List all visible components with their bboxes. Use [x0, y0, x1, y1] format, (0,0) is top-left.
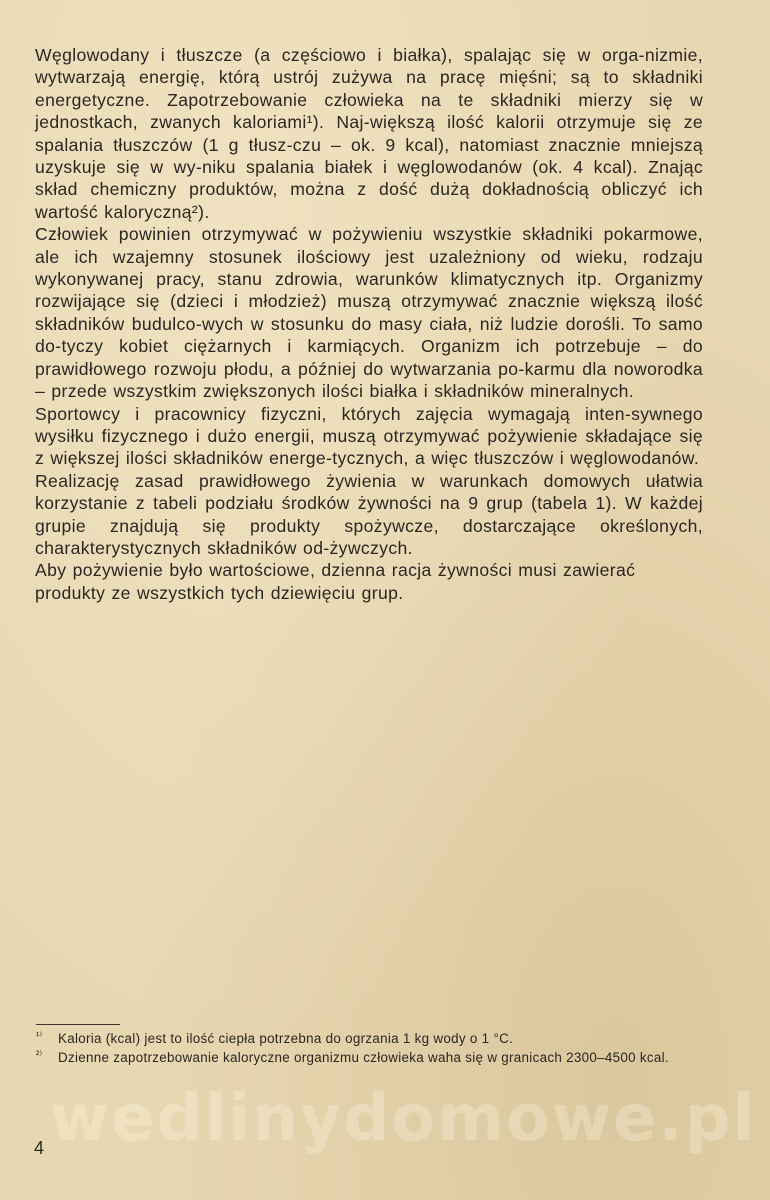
- footnote-mark: ²⁾: [36, 1049, 43, 1061]
- footnote-mark: ¹⁾: [36, 1031, 43, 1042]
- paragraph-energy-nutrients: Węglowodany i tłuszcze (a częściowo i białka), spalając się w orga-nizmie, wytwarzają energię, którą ustrój zużywa na pracę mięśni; są to składniki energetyczne. Zapotrzebowanie człowieka na te składniki mierzy się w jednostkach, zwanych kaloriami¹). Naj-większą ilość kalorii otrzymuje się ze spalania tłuszczów (1 g tłusz-czu – ok. 9 kcal), natomiast znacznie mniejszą uzyskuje się w wy-niku spalania białek i węglowodanów (ok. 4 kcal). Znając skład chemiczny produktów, można z dość dużą dokładnością obliczyć ich wartość kaloryczną²).: [35, 45, 703, 222]
- footnote-text: Kaloria (kcal) jest to ilość ciepła potrzebna do ogrzania 1 kg wody o 1 °C.: [58, 1031, 514, 1046]
- footnote-1: [36, 1030, 708, 1048]
- paragraph-food-groups: Realizację zasad prawidłowego żywienia w warunkach domowych ułatwia korzystanie z tabeli podziału środków żywności na 9 grup (tabela 1). W każdej grupie znajdują się produkty spożywcze, dostarczające określonych, charakterystycznych składników od-żywczych.: [35, 470, 703, 558]
- page-number: 4: [34, 1138, 45, 1158]
- paragraph-daily-ration: Aby pożywienie było wartościowe, dzienna racja żywności musi zawierać produkty ze wszystkich tych dziewięciu grup.: [35, 560, 636, 603]
- watermark: wedlinydomowe.pl: [50, 1082, 757, 1156]
- footnote-2: [36, 1049, 708, 1067]
- body-text: [35, 44, 703, 604]
- footnote-text: Dzienne zapotrzebowanie kaloryczne organizmu człowieka waha się w granicach 2300–4500 kcal.: [58, 1049, 669, 1065]
- paragraph-nutrient-needs: Człowiek powinien otrzymywać w pożywieniu wszystkie składniki pokarmowe, ale ich wzajemny stosunek ilościowy jest uzależniony od wieku, rodzaju wykonywanej pracy, stanu zdrowia, warunków klimatycznych itp. Organizmy rozwijające się (dzieci i młodzież) muszą otrzymywać znacznie większą ilość składników budulco-wych w stosunku do masy ciała, niż ludzie dorośli. To samo do-tyczy kobiet ciężarnych i karmiących. Organizm ich potrzebuje – do prawidłowego rozwoju płodu, a później do wytwarzania po-karmu dla noworodka – przede wszystkim zwiększonych ilości białka i składników mineralnych.: [35, 224, 703, 402]
- footnotes: [36, 1030, 708, 1067]
- footnote-divider: [36, 1024, 120, 1025]
- paragraph-athletes: Sportowcy i pracownicy fizyczni, których zajęcia wymagają inten-sywnego wysiłku fizycznego i dużo energii, muszą otrzymywać pożywienie składające się z większej ilości składników energe-tycznych, a więc tłuszczów i węglowodanów.: [35, 403, 703, 469]
